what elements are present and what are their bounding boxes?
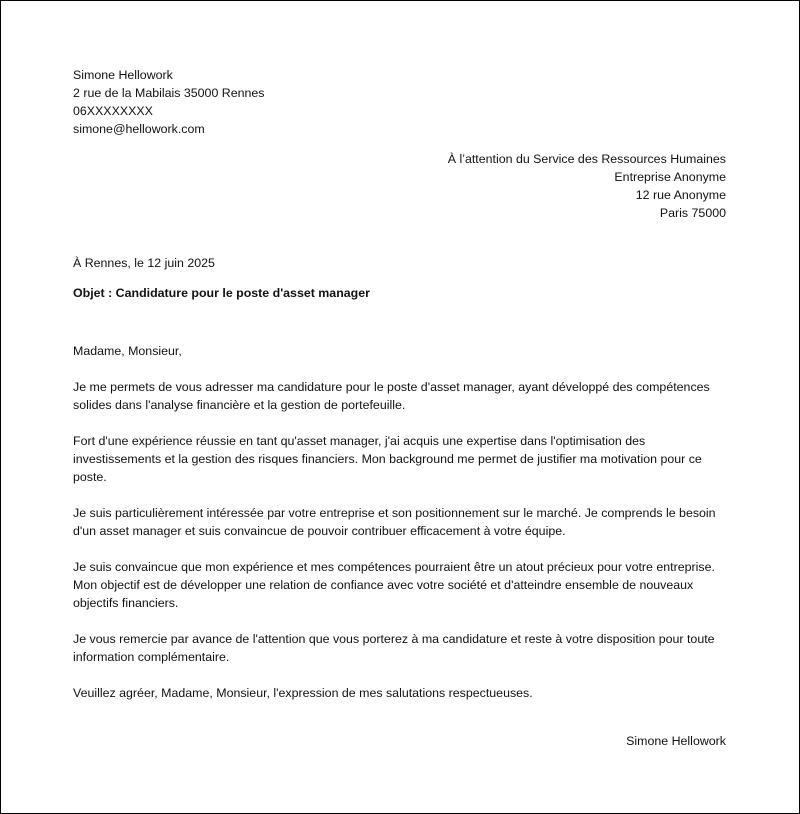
body-paragraph: Fort d'une expérience réussie en tant qu'asset manager, j'ai acquis une expertise dans l'optimisation des investissements et la gestion des risques financiers. Mon background me permet de justifier ma motivation pour ce poste. bbox=[73, 434, 702, 484]
date-line: À Rennes, le 12 juin 2025 bbox=[73, 256, 215, 270]
recipient-block bbox=[448, 150, 726, 222]
sender-email: simone@hellowork.com bbox=[73, 122, 205, 136]
body-paragraph: Je suis particulièrement intéressée par votre entreprise et son positionnement sur le marché. Je comprends le besoin d'un asset manager et suis convaincue de pouvoir contribuer efficacement à votre équipe. bbox=[73, 506, 716, 538]
body-paragraph: Je vous remercie par avance de l'attention que vous porterez à ma candidature et reste à votre disposition pour toute information complémentaire. bbox=[73, 632, 715, 664]
signature: Simone Hellowork bbox=[626, 734, 726, 748]
recipient-street: 12 rue Anonyme bbox=[635, 188, 726, 202]
sender-name: Simone Hellowork bbox=[73, 68, 173, 82]
recipient-attention: À l’attention du Service des Ressources Humaines bbox=[447, 152, 726, 166]
body-paragraph: Je suis convaincue que mon expérience et mes compétences pourraient être un atout précieux pour votre entreprise. Mon objectif est de développer une relation de confiance avec votre société et d'atteindre ensemble de nouveaux objectifs financiers. bbox=[73, 560, 715, 610]
greeting: Madame, Monsieur, bbox=[73, 344, 182, 358]
body-paragraph: Je me permets de vous adresser ma candidature pour le poste d'asset manager, ayant développé des compétences solides dans l'analyse financière et la gestion de portefeuille. bbox=[73, 380, 710, 412]
sender-address: 2 rue de la Mabilais 35000 Rennes bbox=[73, 86, 265, 100]
sender-phone: 06XXXXXXXX bbox=[73, 104, 153, 118]
recipient-company: Entreprise Anonyme bbox=[614, 170, 726, 184]
closing-paragraph: Veuillez agréer, Madame, Monsieur, l'expression de mes salutations respectueuses. bbox=[73, 686, 533, 700]
letter-body bbox=[73, 342, 729, 720]
subject-line: Objet : Candidature pour le poste d'asset manager bbox=[73, 286, 370, 300]
sender-block bbox=[73, 66, 265, 138]
recipient-city: Paris 75000 bbox=[659, 206, 726, 220]
